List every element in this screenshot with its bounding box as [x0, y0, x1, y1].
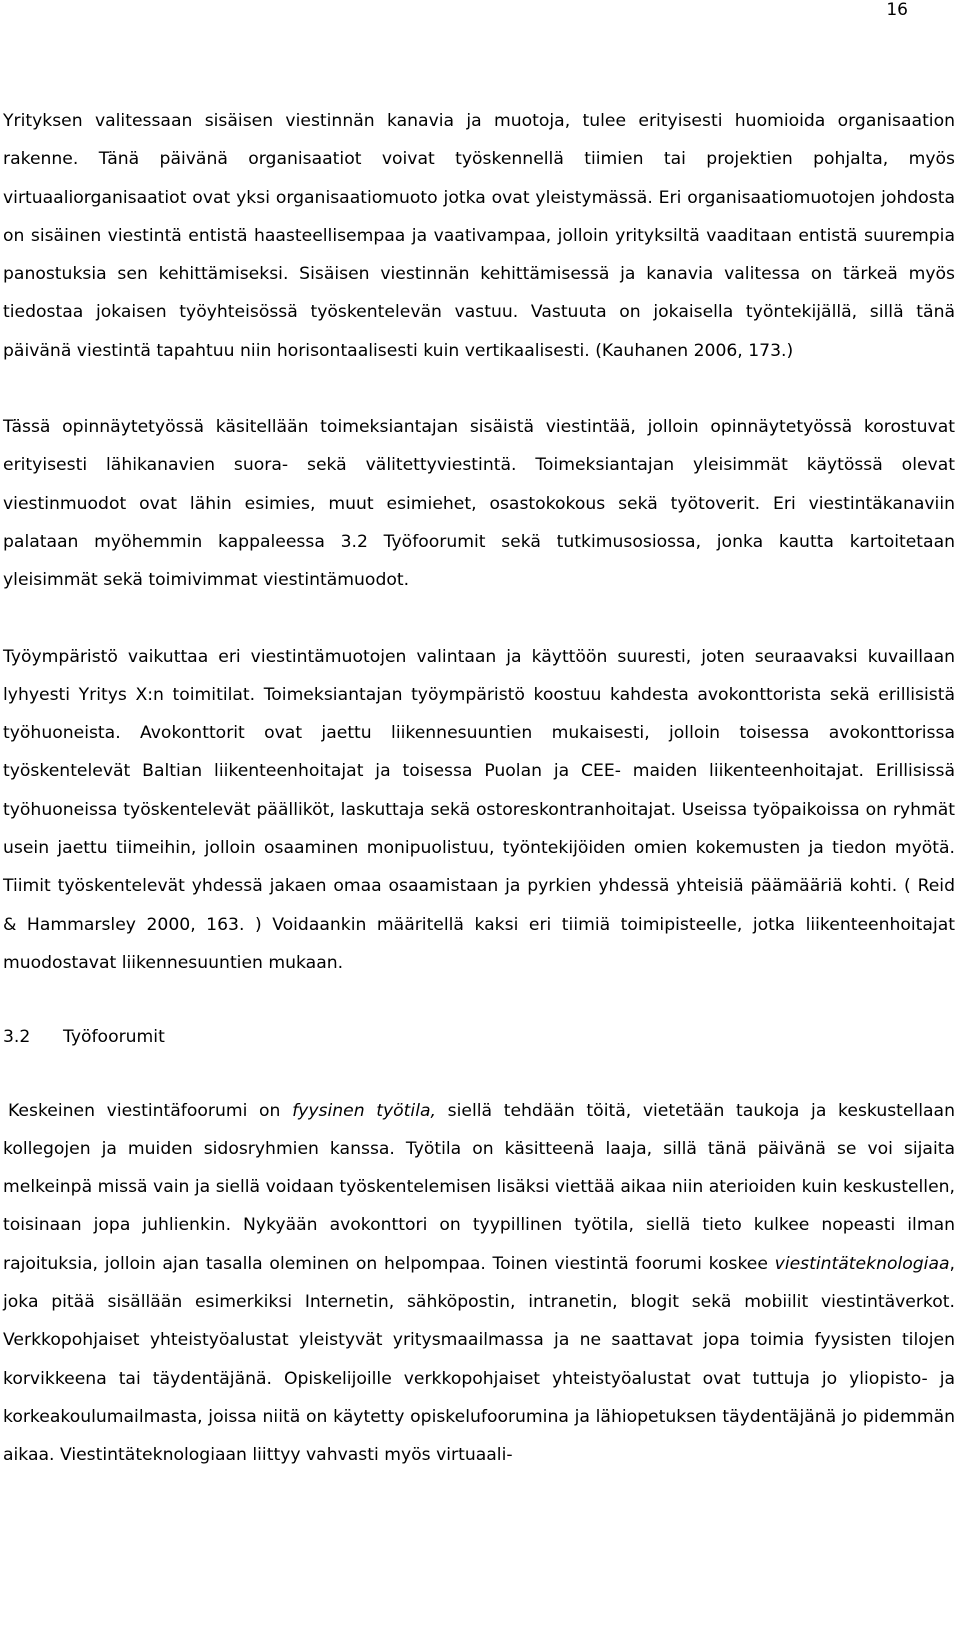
p4-italic-communication-technology: viestintäteknologiaa — [774, 1253, 950, 1274]
paragraph-work-forums — [3, 1092, 955, 1475]
paragraph-organisation-structure: Yrityksen valitessaan sisäisen viestinnän kanavia ja muotoja, tulee erityisesti huomioida organisaation rakenne. Tänä päivänä organisaatiot voivat työskennellä tiimien tai projektien pohjalta, myös virtuaaliorganisaatiot ovat yksi organisaatiomuoto jotka ovat yleistymässä. Eri organisaatiomuotojen johdosta on sisäinen viestintä entistä haasteellisempaa ja vaativampaa, jolloin yrityksiltä vaaditaan entistä suurempia panostuksia sen kehittämiseksi. Sisäisen viestinnän kehittämisessä ja kanavia valitessa on tärkeä myös tiedostaa jokaisen työyhteisössä työskentelevän vastuu. Vastuuta on jokaisella työntekijällä, sillä tänä päivänä viestintä tapahtuu niin horisontaalisesti kuin vertikaalisesti. (Kauhanen 2006, 173.) — [3, 111, 955, 361]
paragraph-work-environment: Työympäristö vaikuttaa eri viestintämuotojen valintaan ja käyttöön suuresti, joten seuraavaksi kuvaillaan lyhyesti Yritys X:n toimitilat. Toimeksiantajan työympäristö koostuu kahdesta avokonttorista sekä erillisistä työhuoneista. Avokonttorit ovat jaettu liikennesuuntien mukaisesti, jolloin toisessa avokonttorissa työskentelevät Baltian liikenteenhoitajat ja toisessa Puolan ja CEE- maiden liikenteenhoitajat. Erillisissä työhuoneissa työskentelevät päälliköt, laskuttaja sekä ostoreskontranhoitajat. Useissa työpaikoissa on ryhmät usein jaettu tiimeihin, jolloin osaaminen monipuolistuu, työntekijöiden omien kokemusten ja tiedon myötä. Tiimit työskentelevät yhdessä jakaen omaa osaamistaan ja pyrkien yhdessä yhteisiä päämääriä kohti. ( Reid & Hammarsley 2000, 163. ) Voidaankin määritellä kaksi eri tiimiä toimipisteelle, jotka liikenteenhoitajat muodostavat liikennesuuntien mukaan. — [3, 646, 955, 973]
page-number: 16 — [886, 0, 908, 20]
section-title: Työfoorumit — [63, 1027, 165, 1048]
paragraph-thesis-scope: Tässä opinnäytetyössä käsitellään toimeksiantajan sisäistä viestintää, jolloin opinnäytetyössä korostuvat erityisesti lähikanavien suora- sekä välitettyviestintä. Toimeksiantajan yleisimmät käytössä olevat viestinmuodot ovat lähin esimies, muut esimiehet, osastokokous sekä työtoverit. Eri viestintäkanaviin palataan myöhemmin kappaleessa 3.2 Työfoorumit sekä tutkimusosiossa, jonka kautta kartoitetaan yleisimmät sekä toimivimmat viestintämuodot. — [3, 417, 955, 591]
p4-text-2: siellä tehdään töitä, vietetään taukoja ja keskustellaan kollegojen ja muiden sidosryhmien kanssa. Työtila on käsitteenä laaja, sillä tänä päivänä se voi sijaita melkeinpä missä vain ja siellä voidaan työskentelemisen lisäksi viettää aikaa niin aterioiden kuin keskustellen, toisinaan jopa juhlienkin. Nykyään avokonttori on tyypillinen työtila, siellä tieto kulkee nopeasti ilman rajoituksia, jolloin ajan tasalla oleminen on helpompaa. Toinen viestintä foorumi koskee — [3, 1100, 955, 1274]
p4-text-3: , joka pitää sisällään esimerkiksi Internetin, sähköpostin, intranetin, blogit sekä mobiilit viestintäverkot. Verkkopohjaiset yhteistyöalustat yleistyvät yritysmaailmassa ja ne saattavat jopa toimia fyysisten tilojen korvikkeena tai täydentäjänä. Opiskelijoille verkkopohjaiset yhteistyöalustat ovat tuttuja jo yliopisto- ja korkeakoulumailmasta, joissa niitä on käytetty opiskelufoorumina ja lähiopetuksen täydentäjänä jo pidemmän aikaa. Viestintäteknologiaan liittyy vahvasti myös virtuaali- — [3, 1253, 955, 1466]
section-number: 3.2 — [3, 1027, 31, 1048]
document-body — [3, 102, 955, 1475]
p4-text-1: Keskeinen viestintäfoorumi on — [8, 1100, 293, 1121]
p4-italic-physical-workspace: fyysinen työtila, — [292, 1100, 436, 1121]
section-heading — [3, 1018, 955, 1056]
